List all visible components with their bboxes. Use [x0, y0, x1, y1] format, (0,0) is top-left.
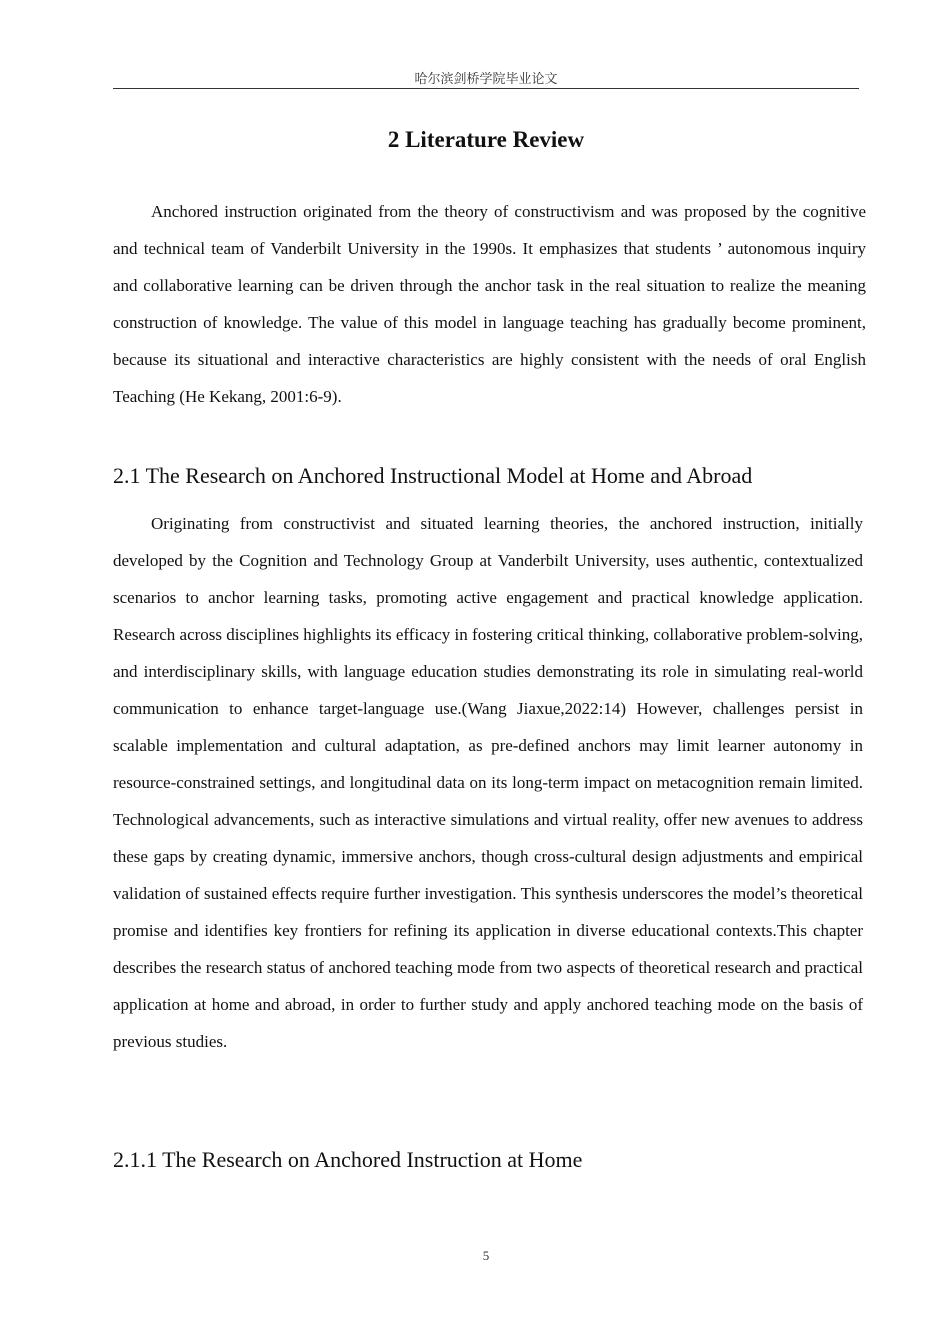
page-number: 5 [482, 1248, 490, 1263]
chapter-title: 2 Literature Review [387, 127, 585, 152]
page-header: 哈尔滨剑桥学院毕业论文 [414, 71, 558, 86]
section-heading-2-1: 2.1 The Research on Anchored Instructional Model at Home and Abroad [113, 463, 753, 488]
section-heading-2-1-1: 2.1.1 The Research on Anchored Instruction at Home [113, 1147, 583, 1172]
header-rule [113, 88, 859, 89]
intro-paragraph: Anchored instruction originated from the theory of constructivism and was proposed by the cognitive and technical team of Vanderbilt University in the 1990s. It emphasizes that students ’ autonomous inquiry and collaborative learning can be driven through the anchor task in the real situation to realize the meaning construction of knowledge. The value of this model in language teaching has gradually become prominent, because its situational and interactive characteristics are highly consistent with the needs of oral English Teaching (He Kekang, 2001:6-9). [113, 202, 866, 406]
section-2-1-paragraph: Originating from constructivist and situated learning theories, the anchored instruction, initially developed by the Cognition and Technology Group at Vanderbilt University, uses authentic, contextualized scenarios to anchor learning tasks, promoting active engagement and practical knowledge application. Research across disciplines highlights its efficacy in fostering critical thinking, collaborative problem-solving, and interdisciplinary skills, with language education studies demonstrating its role in simulating real-world communication to enhance target-language use.(Wang Jiaxue,2022:14) However, challenges persist in scalable implementation and cultural adaptation, as pre-defined anchors may limit learner autonomy in resource-constrained settings, and longitudinal data on its long-term impact on metacognition remain limited. Technological advancements, such as interactive simulations and virtual reality, offer new avenues to address these gaps by creating dynamic, immersive anchors, though cross-cultural design adjustments and empirical validation of sustained effects require further investigation. This synthesis underscores the model’s theoretical promise and identifies key frontiers for refining its application in diverse educational contexts.This chapter describes the research status of anchored teaching mode from two aspects of theoretical research and practical application at home and abroad, in order to further study and apply anchored teaching mode on the basis of previous studies. [113, 514, 863, 1051]
